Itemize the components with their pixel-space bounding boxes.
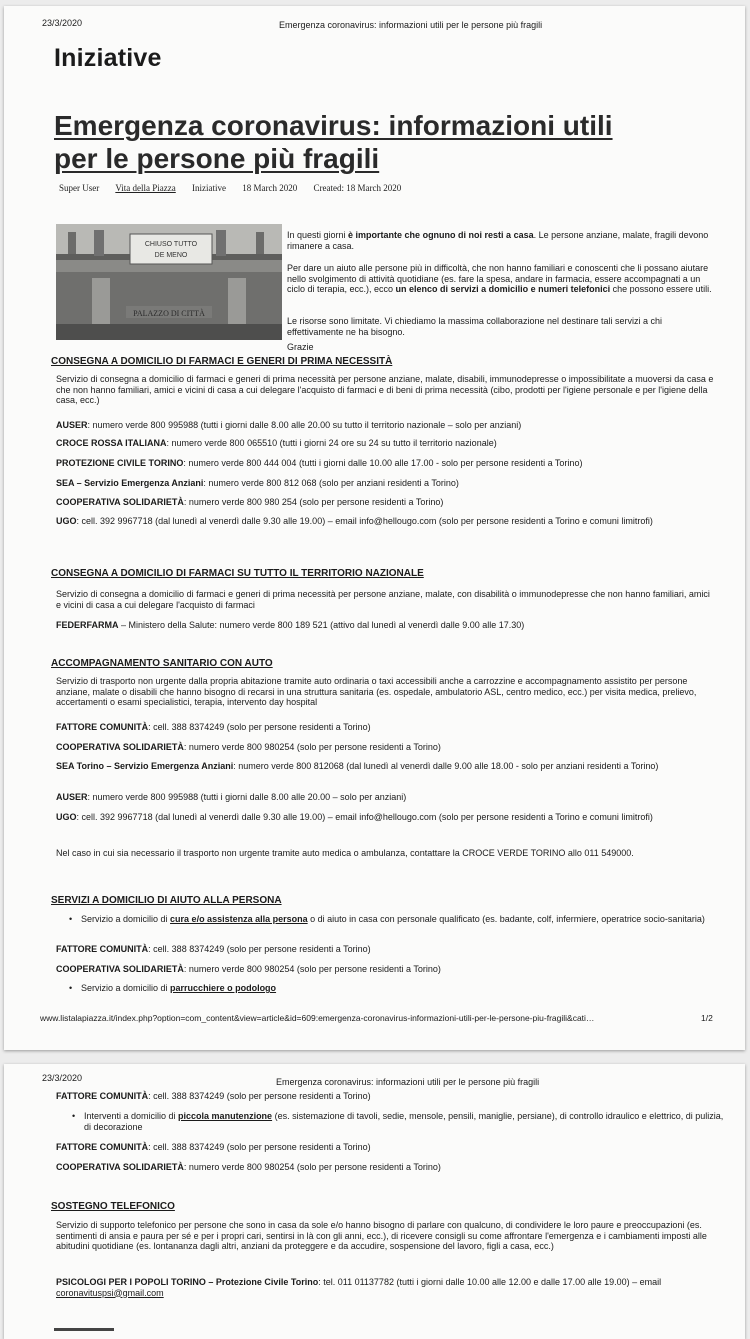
meta-date: 18 March 2020 — [242, 183, 298, 193]
footer-url: www.listalapiazza.it/index.php?option=com_content&view=article&id=609:emergenza-coronavirus-informazioni-utili-per-le-persone-piu-fragili&cati… — [40, 1013, 595, 1023]
parrucchiere-link[interactable]: parrucchiere o podologo — [170, 983, 277, 993]
section-heading-sostegno: SOSTEGNO TELEFONICO — [51, 1201, 175, 1212]
header-date-2: 23/3/2020 — [42, 1073, 83, 1083]
section-desc-farmaci: Servizio di consegna a domicilio di farmaci e generi di prima necessità per persone anziane, malate, disabili, immunodepresse o impossibilitate a muoversi da casa e che non hanno familiari, amici e vicini di casa a cui delegare l'acquisto di farmaci e di beni di prima necessità (cibo, prodotti per l'igiene personale e per l'igiene della casa, ecc.) — [56, 374, 714, 405]
section-desc-accompagnamento: Servizio di trasporto non urgente dalla propria abitazione tramite auto ordinaria o taxi accessibili anche a carrozzine e accompagnamento assistito per persone anziane, malate o disabili che hanno bisogno di recarsi in una struttura sanitaria (es. ospedale, ambulatorio ASL, centro medico, ecc.) per visita medica, prelievo, accertamenti o esami specialistici, terapia, intervento day hospital — [56, 676, 697, 707]
section-heading-farmaci-nazionale: CONSEGNA A DOMICILIO DI FARMACI SU TUTTO IL TERRITORIO NAZIONALE — [51, 568, 424, 579]
service-protezione-civile: PROTEZIONE CIVILE TORINO: numero verde 800 444 004 (tutti i giorni dalle 10.00 alle 17.00 - solo per persone residenti a Torino) — [56, 458, 583, 468]
psicologi-email-link[interactable]: coronavituspsi@gmail.com — [56, 1287, 164, 1298]
article-meta — [59, 183, 415, 193]
service-psicologi: PSICOLOGI PER I POPOLI TORINO – Protezione Civile Torino: tel. 011 01137782 (tutti i giorni dalle 10.00 alle 12.00 e dalle 17.00 alle 19.00) – email coronavituspsi@gmail.com — [56, 1277, 662, 1298]
service-cooperativa-2: COOPERATIVA SOLIDARIETÀ: numero verde 800 980254 (solo per persone residenti a Torino) — [56, 742, 441, 752]
section-heading-farmaci: CONSEGNA A DOMICILIO DI FARMACI E GENERI DI PRIMA NECESSITÀ — [51, 356, 393, 367]
service-federfarma: FEDERFARMA – Ministero della Salute: numero verde 800 189 521 (attivo dal lunedì al venerdì dalle 9.00 alle 17.30) — [56, 620, 525, 630]
service-fattore-comunita-3: FATTORE COMUNITÀ: cell. 388 8374249 (solo per persone residenti a Torino) — [56, 1091, 371, 1101]
article-title-line2: per le persone più fragili — [54, 143, 380, 174]
cut-off-text — [54, 1328, 114, 1331]
section-desc-farmaci-nazionale: Servizio di consegna a domicilio di farmaci e generi di prima necessità per persone anziane, malate, con disabilità o immunodepresse che non hanno familiari, amici e vicini di casa a cui delegare l'acquisto di farmaci — [56, 589, 710, 610]
meta-category: Iniziative — [192, 183, 227, 193]
article-title — [54, 109, 613, 175]
service-cooperativa: COOPERATIVA SOLIDARIETÀ: numero verde 800 980 254 (solo per persone residenti a Torino) — [56, 497, 444, 507]
section-desc-sostegno: Servizio di supporto telefonico per persone che sono in casa da sole e/o hanno bisogno di parlare con qualcuno, di condividere le loro paure e preoccupazioni (es. sentimenti di ansia e paura per sé e per i propri cari, sentirsi in là con gli anni, ecc.), di ricevere consigli su come affrontare l'emergenza e i cambiamenti imposti alle abitudini quotidiane (es. lontananza dagli altri, anziani da proteggere e da accudire, sospensione del lavoro, figli a casa, ecc.) — [56, 1220, 707, 1251]
meta-category-link[interactable]: Vita della Piazza — [115, 183, 176, 193]
section-heading-aiuto-persona: SERVIZI A DOMICILIO DI AIUTO ALLA PERSONA — [51, 895, 282, 906]
croce-verde-note: Nel caso in cui sia necessario il trasporto non urgente tramite auto medica o ambulanza, contattare la CROCE VERDE TORINO allo 011 549000. — [56, 848, 634, 858]
service-fattore-comunita-2: FATTORE COMUNITÀ: cell. 388 8374249 (solo per persone residenti a Torino) — [56, 944, 371, 954]
photo-caption: PALAZZO DI CITTÀ — [133, 309, 205, 318]
footer-page-number: 1/2 — [701, 1013, 713, 1023]
service-auser: AUSER: numero verde 800 995988 (tutti i giorni dalle 8.00 alle 20.00 su tutto il territorio nazionale – solo per anziani) — [56, 420, 522, 430]
intro-thanks: Grazie — [287, 342, 314, 352]
service-cooperativa-4: COOPERATIVA SOLIDARIETÀ: numero verde 800 980254 (solo per persone residenti a Torino) — [56, 1162, 441, 1172]
photo-sign-bottom: DE MENO — [154, 252, 188, 259]
service-fattore-comunita-4: FATTORE COMUNITÀ: cell. 388 8374249 (solo per persone residenti a Torino) — [56, 1142, 371, 1152]
article-title-line1: Emergenza coronavirus: informazioni utili — [54, 110, 613, 141]
article-photo — [56, 224, 282, 340]
document-page-2 — [4, 1064, 745, 1339]
meta-author: Super User — [59, 183, 100, 193]
palazzo-photo-illustration — [56, 224, 282, 340]
piccola-manutenzione-link[interactable]: piccola manutenzione — [178, 1111, 273, 1121]
bullet-cura-assistenza: • Servizio a domicilio di cura e/o assistenza alla persona o di aiuto in casa con personale qualificato (es. badante, colf, infermiere, operatrice socio-sanitaria) — [81, 914, 721, 925]
service-sea: SEA – Servizio Emergenza Anziani: numero verde 800 812 068 (solo per anziani residenti a Torino) — [56, 478, 459, 488]
cura-assistenza-link[interactable]: cura e/o assistenza alla persona — [170, 914, 308, 924]
intro-paragraph-3: Le risorse sono limitate. Vi chiediamo la massima collaborazione nel destinare tali servizi a chi effettivamente ne ha bisogno. — [287, 316, 663, 337]
bullet-piccola-manutenzione: • Interventi a domicilio di piccola manutenzione (es. sistemazione di tavoli, sedie, mensole, pensili, maniglie, persiane), di controllo idraulico e elettrico, di pulizia, di decorazione — [84, 1111, 724, 1132]
photo-sign-top: CHIUSO TUTTO — [144, 241, 198, 248]
header-date: 23/3/2020 — [42, 18, 83, 28]
intro-paragraph-2: Per dare un aiuto alle persone più in difficoltà, che non hanno familiari e conoscenti che li possano aiutare nello svolgimento di attività quotidiane (es. fare la spesa, andare in farmacia, essere accompagnati a un ciclo di terapia, ecc.), ecco un elenco di servizi a domicilio e numeri telefonici che possono essere utili. — [287, 263, 712, 294]
service-ugo: UGO: cell. 392 9967718 (dal lunedì al venerdì dalle 9.30 alle 19.00) – email info@hellougo.com (solo per persone residenti a Torino e comuni limitrofi) — [56, 516, 653, 526]
service-sea-torino: SEA Torino – Servizio Emergenza Anziani: numero verde 800 812068 (dal lunedì al venerdì dalle 9.00 alle 18.00 - solo per anziani residenti a Torino) — [56, 761, 659, 771]
document-page-1 — [4, 6, 745, 1050]
service-ugo-2: UGO: cell. 392 9967718 (dal lunedì al venerdì dalle 9.30 alle 19.00) – email info@hellougo.com (solo per persone residenti a Torino e comuni limitrofi) — [56, 812, 653, 822]
section-heading-accompagnamento: ACCOMPAGNAMENTO SANITARIO CON AUTO — [51, 658, 273, 669]
service-cooperativa-3: COOPERATIVA SOLIDARIETÀ: numero verde 800 980254 (solo per persone residenti a Torino) — [56, 964, 441, 974]
section-heading: Iniziative — [54, 44, 162, 72]
header-title-2: Emergenza coronavirus: informazioni utili per le persone più fragili — [276, 1077, 540, 1087]
service-auser-2: AUSER: numero verde 800 995988 (tutti i giorni dalle 8.00 alle 20.00 – solo per anziani) — [56, 792, 407, 802]
bullet-parrucchiere: • Servizio a domicilio di parrucchiere o podologo — [81, 983, 276, 994]
header-title: Emergenza coronavirus: informazioni utili per le persone più fragili — [279, 20, 543, 30]
meta-created: Created: 18 March 2020 — [313, 183, 402, 193]
intro-paragraph-1: In questi giorni è importante che ognuno di noi resti a casa. Le persone anziane, malate, fragili devono rimanere a casa. — [287, 230, 709, 251]
service-fattore-comunita: FATTORE COMUNITÀ: cell. 388 8374249 (solo per persone residenti a Torino) — [56, 722, 371, 732]
service-croce-rossa: CROCE ROSSA ITALIANA: numero verde 800 065510 (tutti i giorni 24 ore su 24 su tutto il territorio nazionale) — [56, 438, 497, 448]
